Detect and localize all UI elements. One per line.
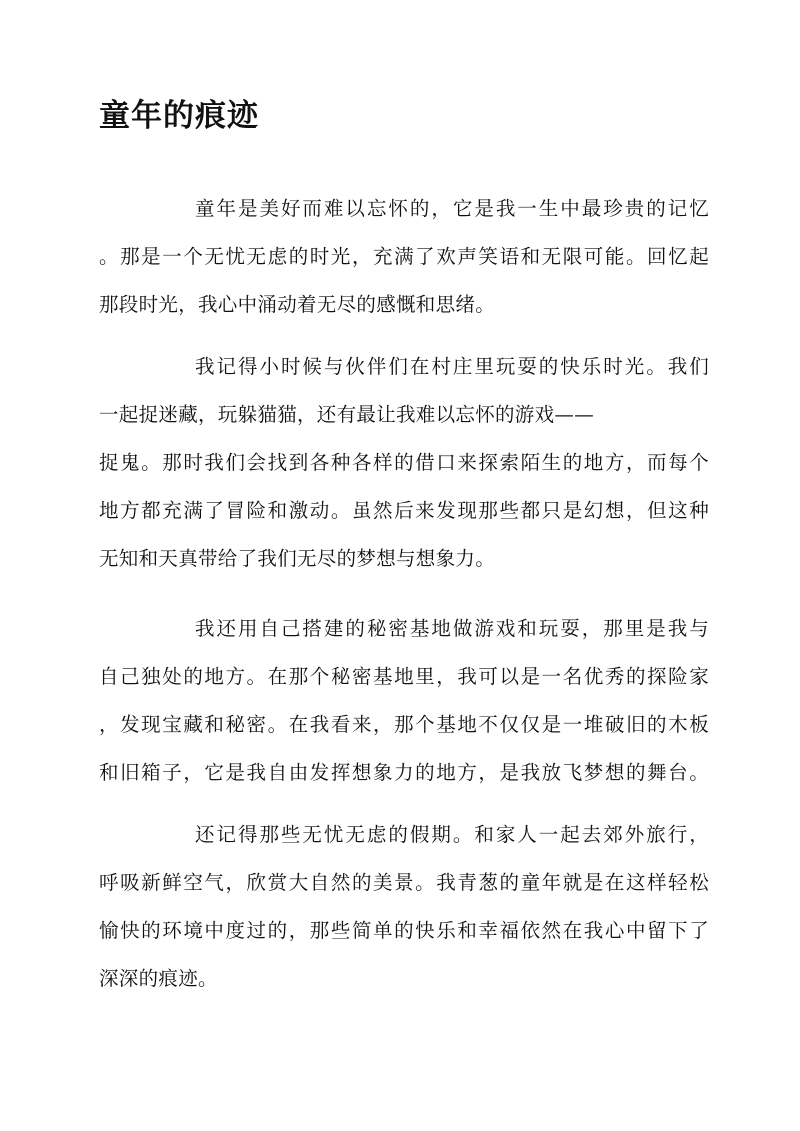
paragraph-line: 我还用自己搭建的秘密基地做游戏和玩耍，那里是我与 xyxy=(195,617,709,640)
paragraph-2 xyxy=(99,343,709,583)
document-title: 童年的痕迹 xyxy=(99,98,259,134)
paragraph-line: 一起捉迷藏，玩躲猫猫，还有最让我难以忘怀的游戏—— xyxy=(99,403,595,426)
paragraph-line: 童年是美好而难以忘怀的，它是我一生中最珍贵的记忆 xyxy=(195,197,709,220)
paragraph-line: 呼吸新鲜空气，欣赏大自然的美景。我青葱的童年就是在这样轻松 xyxy=(99,871,709,894)
paragraph-line: 和旧箱子，它是我自由发挥想象力的地方，是我放飞梦想的舞台。 xyxy=(99,761,709,784)
paragraph-line: 那段时光，我心中涌动着无尽的感慨和思绪。 xyxy=(99,293,496,316)
paragraph-1 xyxy=(99,185,709,329)
paragraph-line: 深深的痕迹。 xyxy=(99,967,218,990)
paragraph-line: 。那是一个无忧无虑的时光，充满了欢声笑语和无限可能。回忆起 xyxy=(99,245,709,268)
paragraph-line: 自己独处的地方。在那个秘密基地里，我可以是一名优秀的探险家 xyxy=(99,665,709,688)
paragraph-line: 地方都充满了冒险和激动。虽然后来发现那些都只是幻想，但这种 xyxy=(99,499,709,522)
paragraph-line: 还记得那些无忧无虑的假期。和家人一起去郊外旅行， xyxy=(195,823,709,846)
paragraph-line: 无知和天真带给了我们无尽的梦想与想象力。 xyxy=(99,547,496,570)
paragraph-3 xyxy=(99,605,709,797)
paragraph-line: 愉快的环境中度过的，那些简单的快乐和幸福依然在我心中留下了 xyxy=(99,919,709,942)
paragraph-line: 我记得小时候与伙伴们在村庄里玩耍的快乐时光。我们 xyxy=(195,355,709,378)
paragraph-line: 捉鬼。那时我们会找到各种各样的借口来探索陌生的地方，而每个 xyxy=(99,451,709,474)
paragraph-4 xyxy=(99,811,709,1003)
paragraph-line: ，发现宝藏和秘密。在我看来，那个基地不仅仅是一堆破旧的木板 xyxy=(99,713,709,736)
